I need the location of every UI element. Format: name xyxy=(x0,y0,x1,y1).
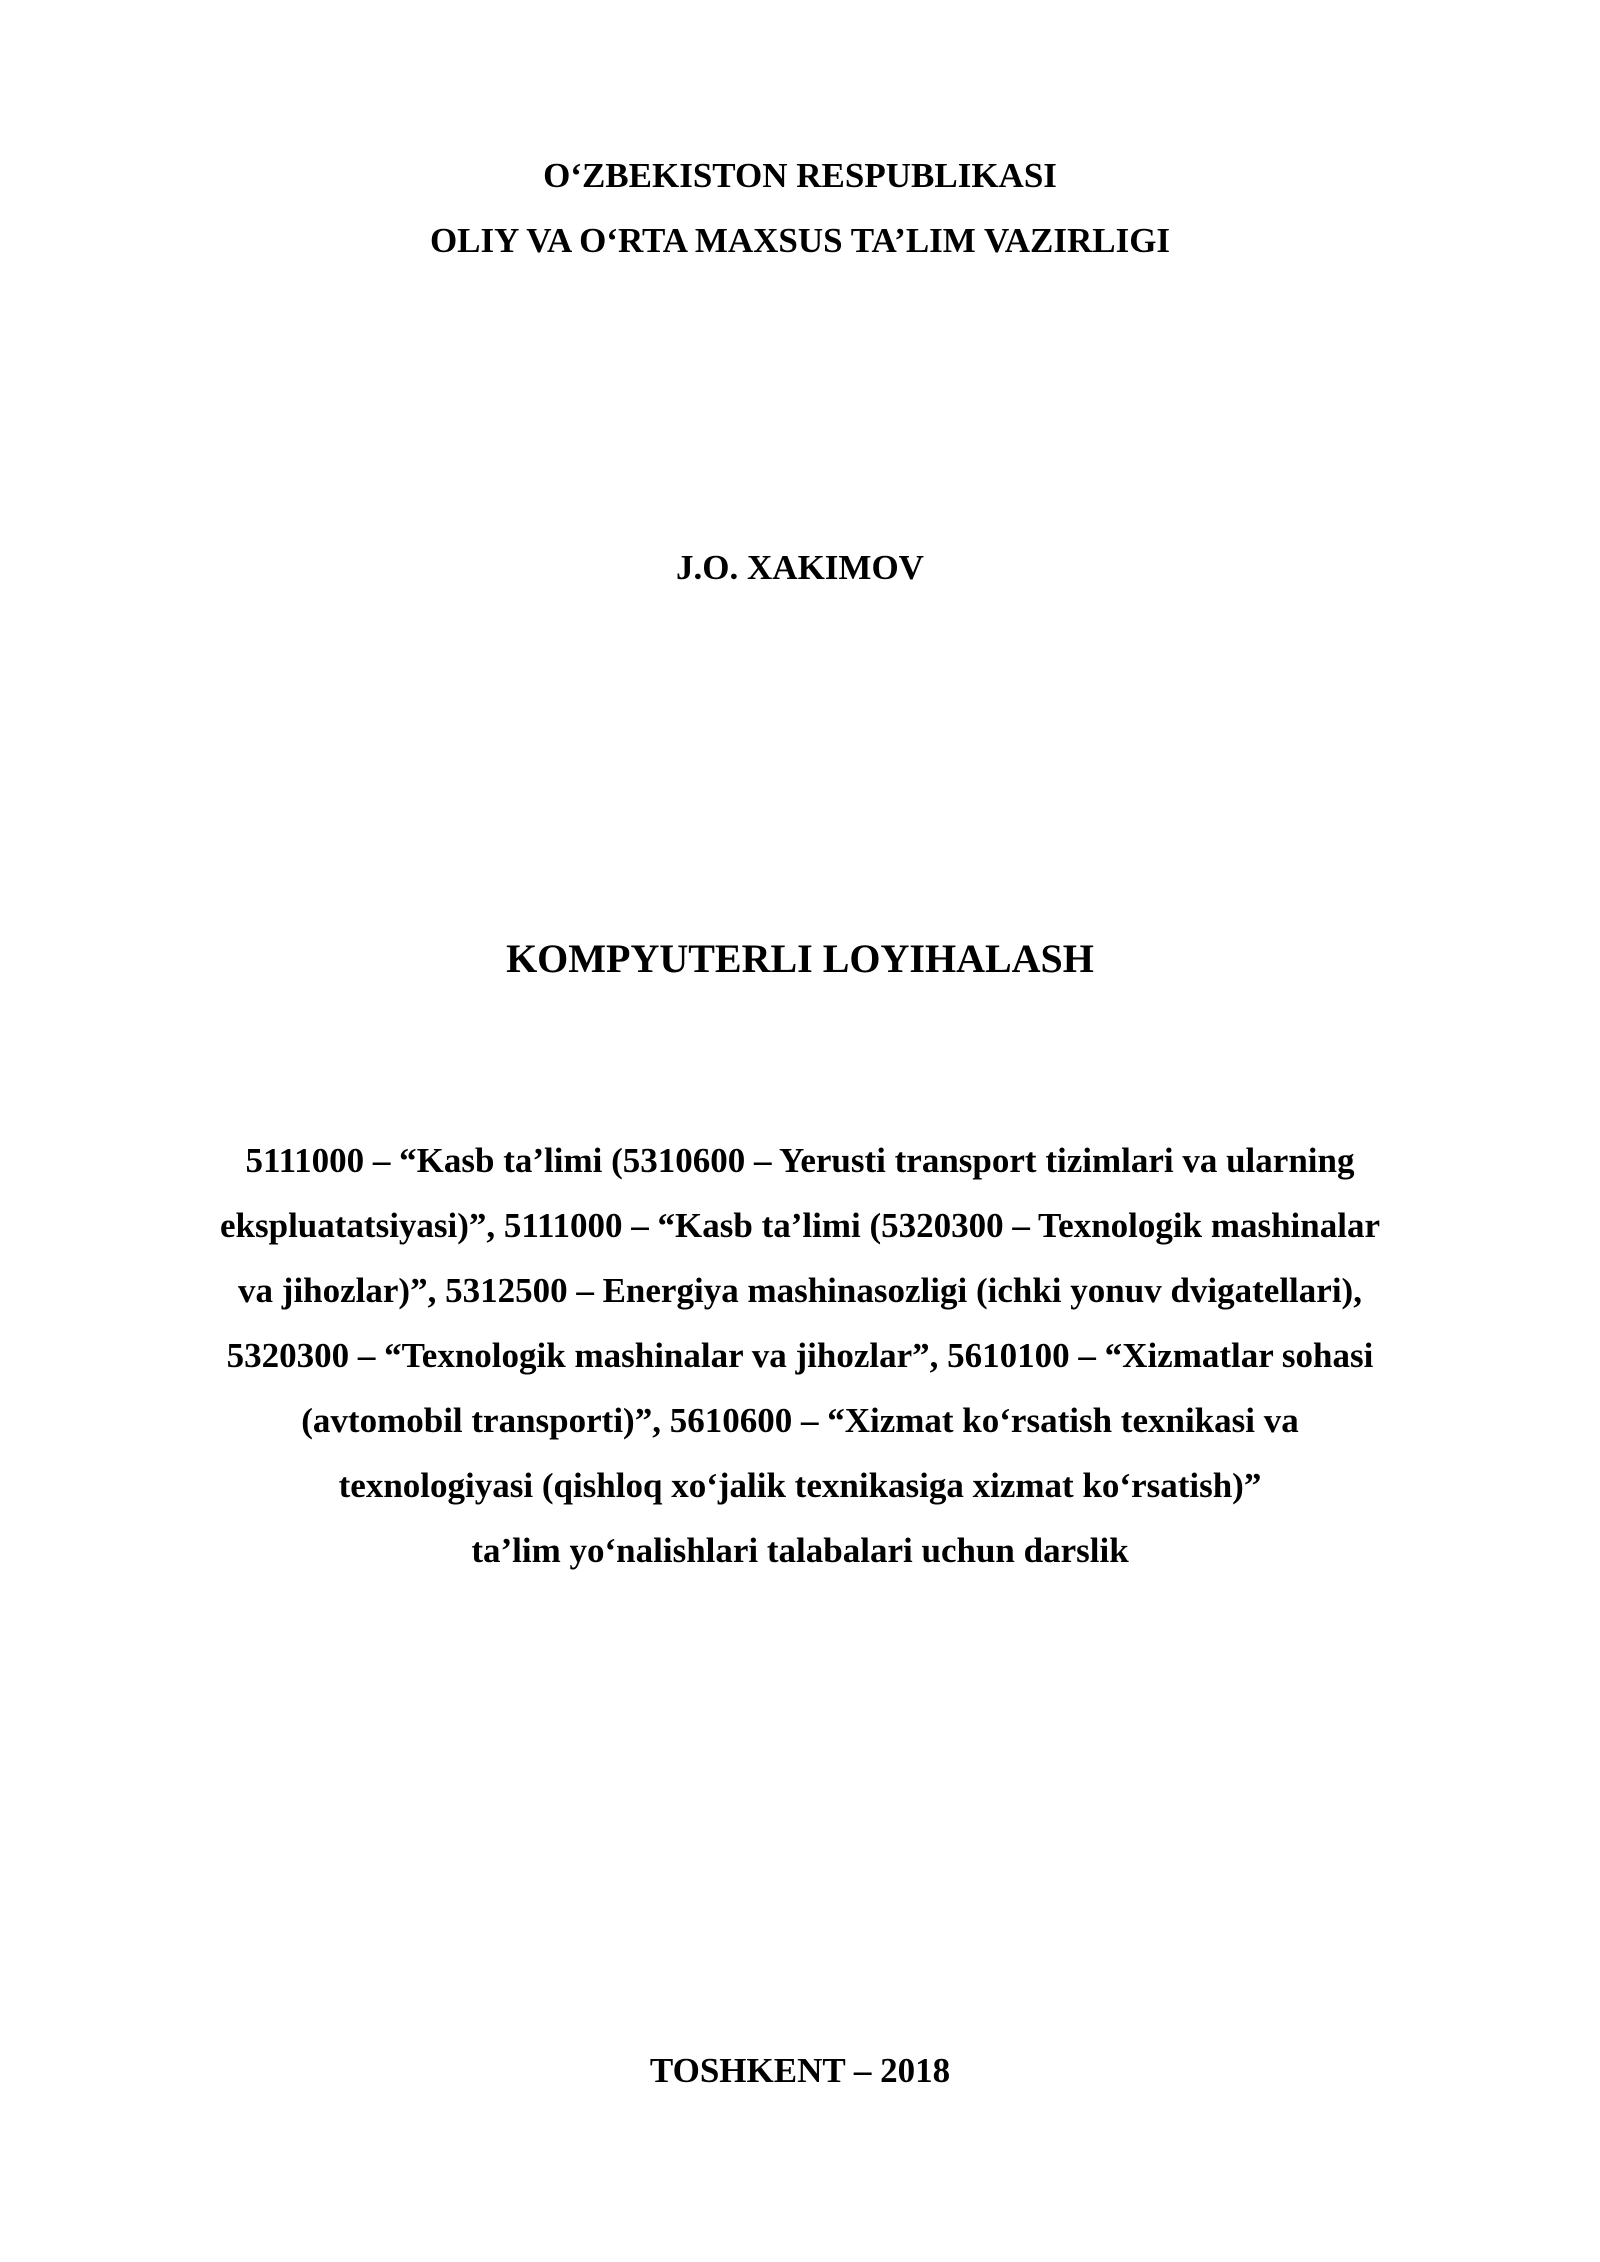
book-title: KOMPYUTERLI LOYIHALASH xyxy=(506,936,1094,981)
description-line-3: va jihozlar)”, 5312500 – Energiya mashinasozligi (ichki yonuv dvigatellari), xyxy=(238,1271,1362,1310)
description-line-7: ta’lim yo‘nalishlari talabalari uchun darslik xyxy=(471,1531,1129,1570)
description-line-4: 5320300 – “Texnologik mashinalar va jihozlar”, 5610100 – “Xizmatlar sohasi xyxy=(226,1336,1374,1375)
description-line-1: 5111000 – “Kasb ta’limi (5310600 – Yerusti transport tizimlari va ularning xyxy=(245,1141,1355,1180)
description-line-2: ekspluatatsiyasi)”, 5111000 – “Kasb ta’limi (5320300 – Texnologik mashinalar xyxy=(219,1206,1381,1245)
description-line-5: (avtomobil transporti)”, 5610600 – “Xizmat ko‘rsatish texnikasi va xyxy=(301,1401,1299,1440)
ministry-heading-line-2: OLIY VA O‘RTA MAXSUS TA’LIM VAZIRLIGI xyxy=(429,221,1171,260)
author-name: J.O. XAKIMOV xyxy=(676,548,924,587)
description-line-6: texnologiyasi (qishloq xo‘jalik texnikasiga xizmat ko‘rsatish)” xyxy=(338,1466,1262,1505)
place-and-year: TOSHKENT – 2018 xyxy=(649,2051,951,2090)
ministry-heading-line-1: O‘ZBEKISTON RESPUBLIKASI xyxy=(543,156,1057,195)
